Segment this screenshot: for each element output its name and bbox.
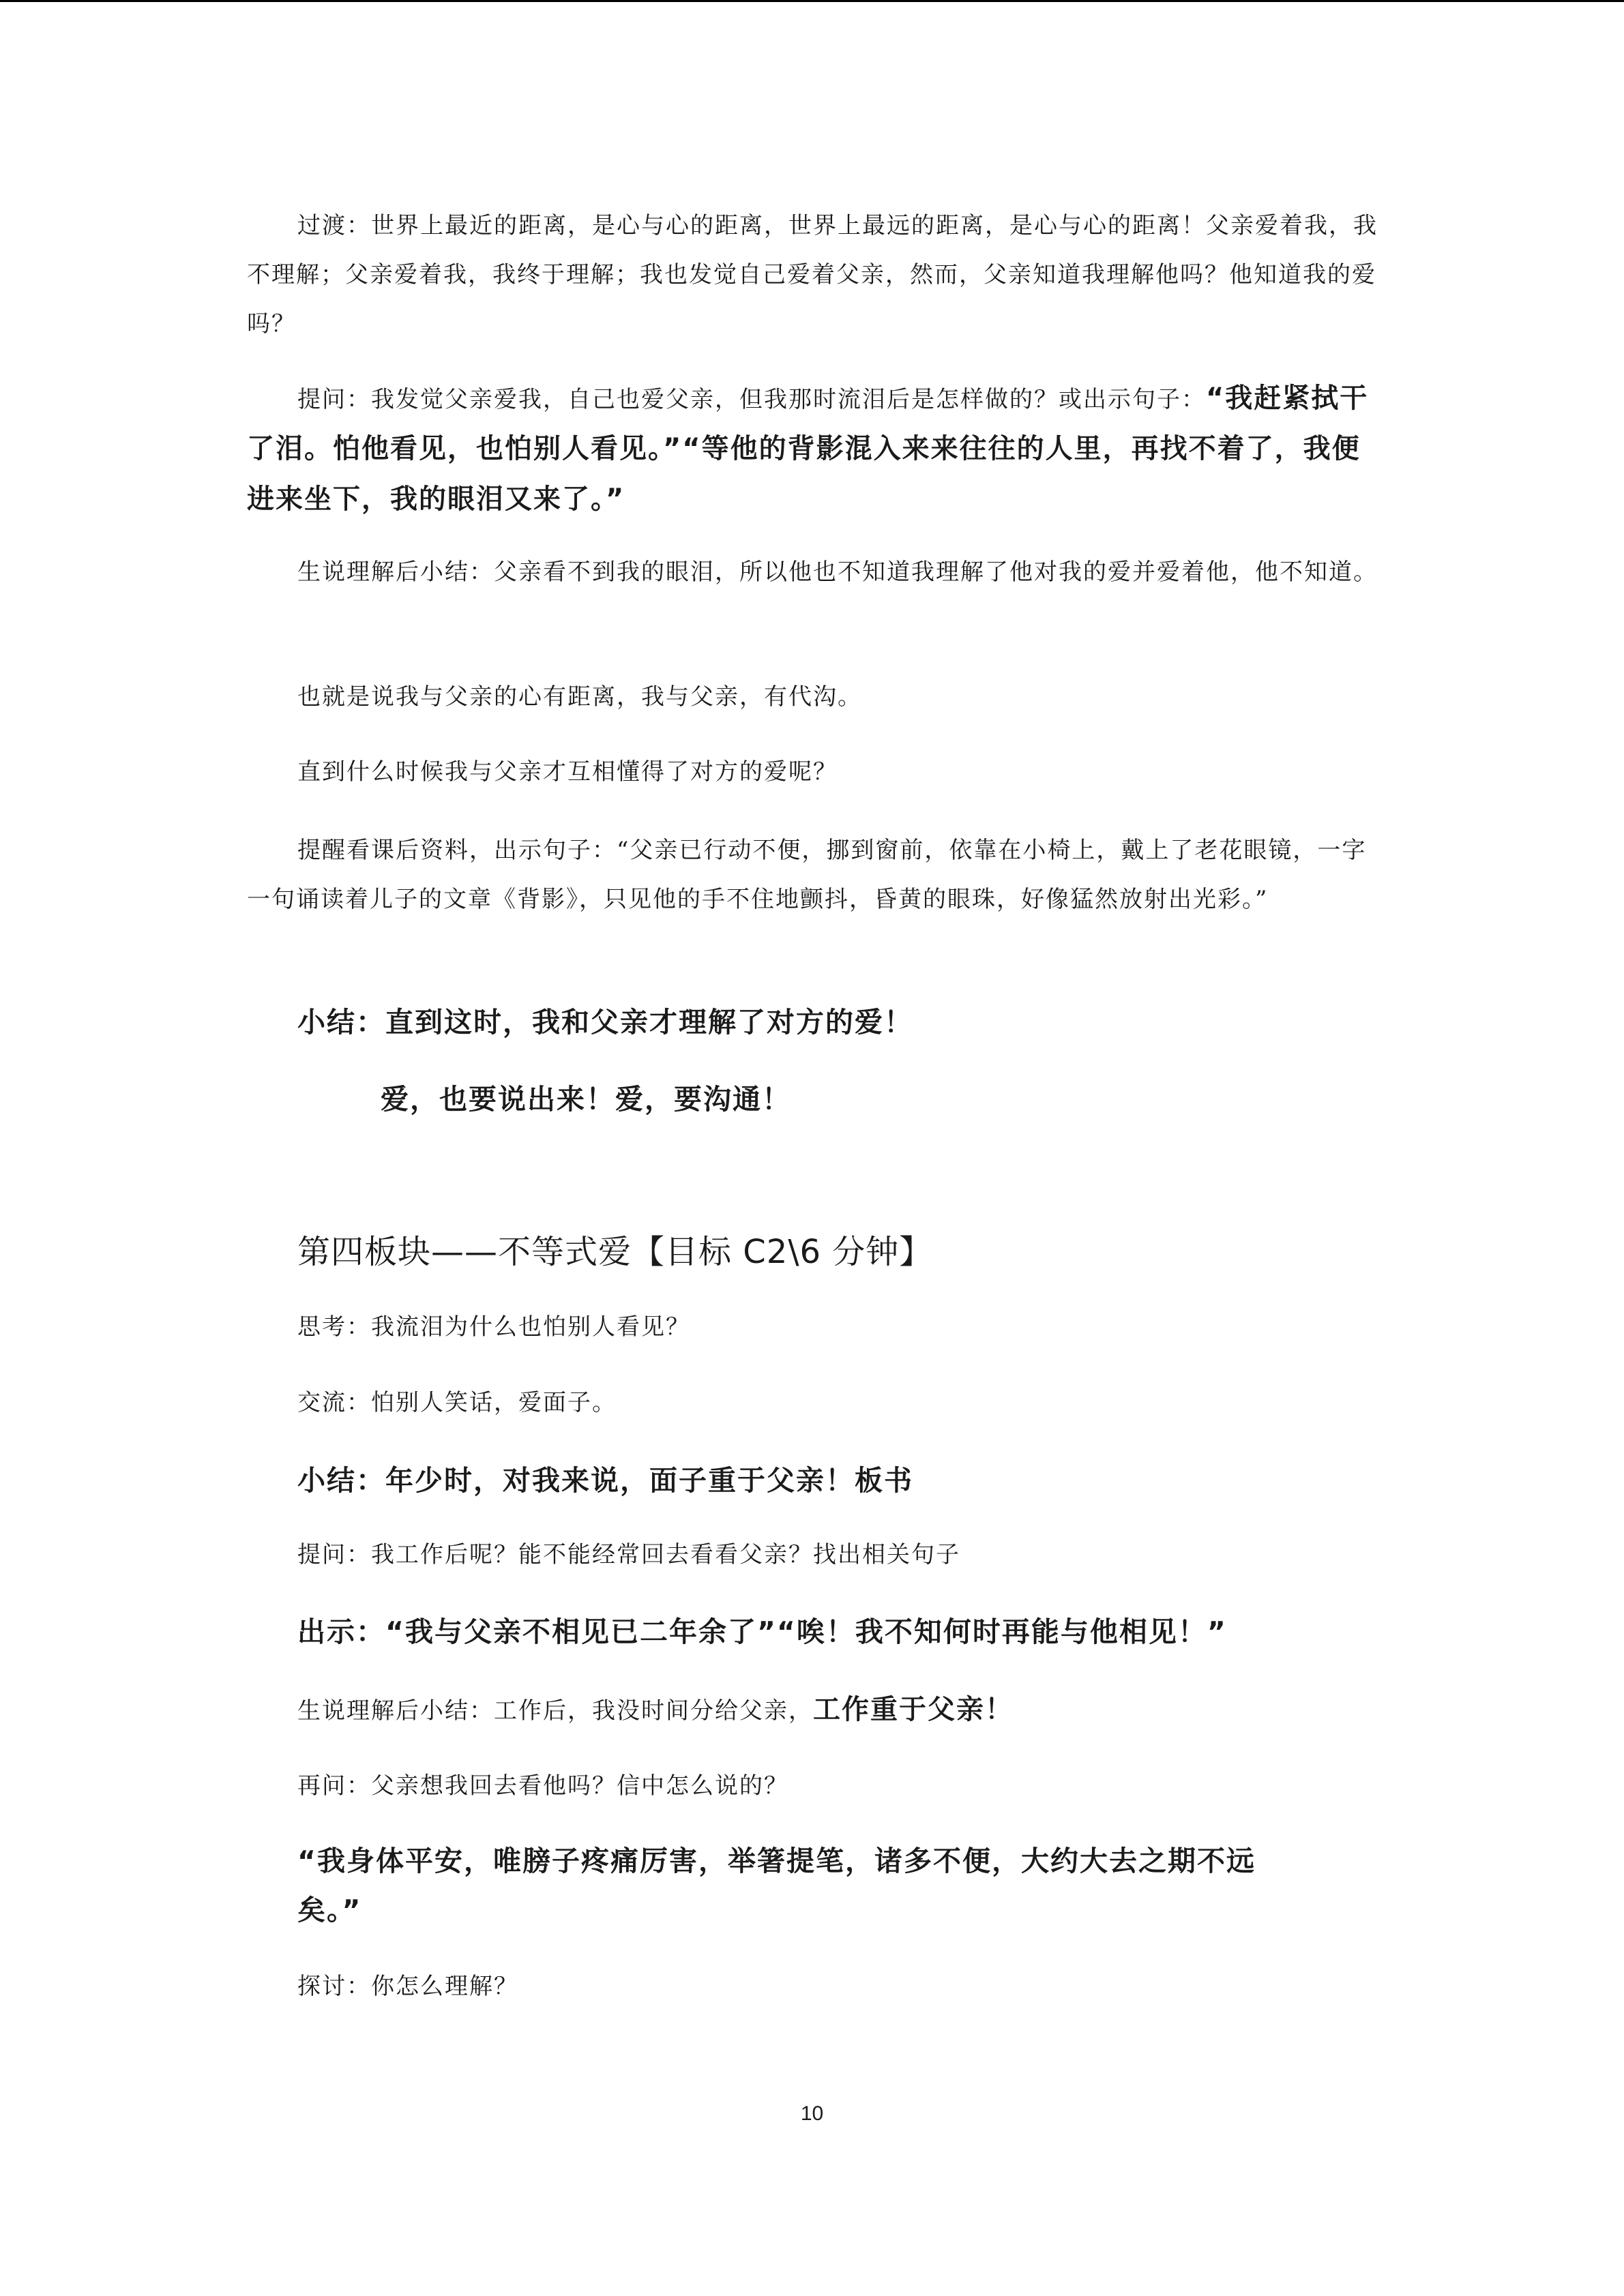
quoted-sentence-tears: “我赶紧拭干了泪。怕他看见，也怕别人看见。”“等他的背影混入来来往往的人里，再找不着了，我便进来坐下，我的眼泪又来了。” (247, 383, 1369, 515)
paragraph-gap: 也就是说我与父亲的心有距离，我与父亲，有代沟。 (297, 683, 862, 711)
paragraph-exchange: 交流：怕别人笑话，爱面子。 (297, 1389, 617, 1416)
paragraph-question-2: 提问：我工作后呢？能不能经常回去看看父亲？找出相关句子 (297, 1541, 960, 1568)
paragraph-show: 出示：“我与父亲不相见已二年余了”“唉！我不知何时再能与他相见！” (297, 1615, 1227, 1648)
paragraph-reminder: 提醒看课后资料，出示句子：“父亲已行动不便，挪到窗前，依靠在小椅上，戴上了老花眼镜，一字一句诵读着儿子的文章《背影》，只见他的手不住地颤抖，昏黄的眼珠，好像猛然放射出光彩。” (247, 837, 1367, 913)
page-number: 10 (800, 2102, 824, 2125)
conclusion-communicate: 爱，也要说出来！爱，要沟通！ (381, 1083, 791, 1116)
paragraph-discuss: 探讨：你怎么理解？ (297, 1973, 518, 2000)
conclusion-face: 小结：年少时，对我来说，面子重于父亲！板书 (297, 1464, 913, 1497)
work-over-father: 工作重于父亲！ (813, 1694, 1014, 1725)
conclusion-understood-love: 小结：直到这时，我和父亲才理解了对方的爱！ (297, 1006, 913, 1039)
paragraph-until-when: 直到什么时候我与父亲才互相懂得了对方的爱呢？ (297, 758, 838, 786)
paragraph-question-1: 提问：我发觉父亲爱我，自己也爱父亲，但我那时流泪后是怎样做的？或出示句子：“我赶紧拭干了泪。怕他看见，也怕别人看见。”“等他的背影混入来来往往的人里，再找不着了，我便进来坐下，我的眼泪又来了。” (247, 383, 1369, 515)
paragraph-summary-1: 生说理解后小结：父亲看不到我的眼泪，所以他也不知道我理解了他对我的爱并爱着他，他不知道。 (297, 558, 1378, 586)
section-heading: 第四板块——不等式爱【目标 C2\6 分钟】 (297, 1233, 933, 1271)
letter-quote: “我身体平安，唯膀子疼痛厉害，举箸提笔，诸多不便，大约大去之期不远矣。” (297, 1845, 1256, 1926)
paragraph-transition: 过渡：世界上最近的距离，是心与心的距离，世界上最远的距离，是心与心的距离！父亲爱着我，我不理解；父亲爱着我，我终于理解；我也发觉自己爱着父亲，然而，父亲知道我理解他吗？他知道我的爱吗？ (247, 212, 1378, 338)
paragraph-summary-2: 生说理解后小结：工作后，我没时间分给父亲，工作重于父亲！ (297, 1694, 1014, 1725)
paragraph-ask-again: 再问：父亲想我回去看他吗？信中怎么说的？ (297, 1772, 788, 1800)
paragraph-think: 思考：我流泪为什么也怕别人看见？ (297, 1313, 690, 1341)
